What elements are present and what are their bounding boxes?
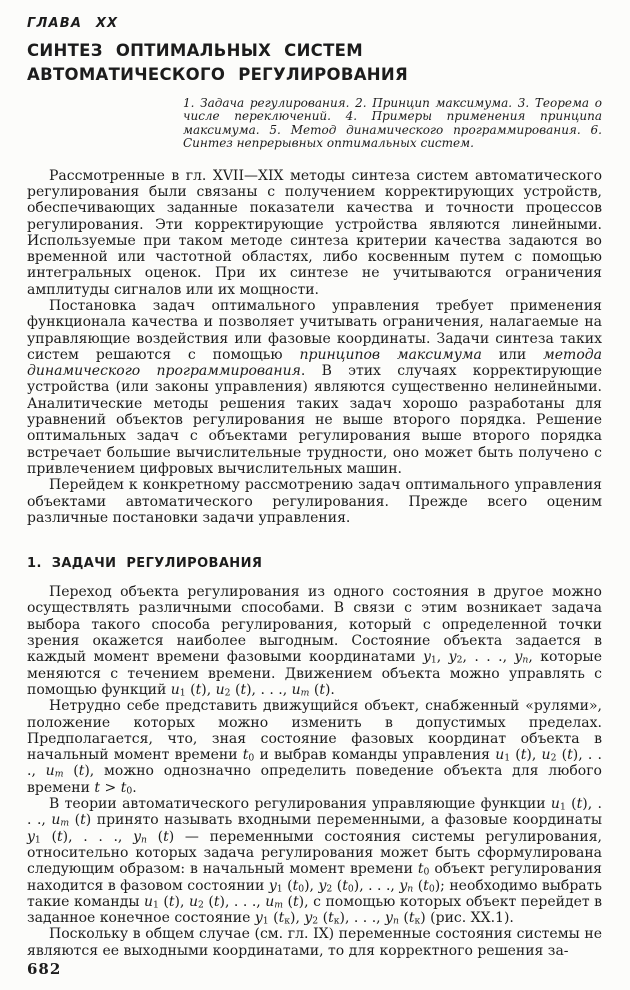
math-subscript: 1 [430, 655, 437, 666]
italic-run: t [417, 861, 424, 878]
italic-run: t [408, 910, 415, 927]
math-subscript: к [284, 915, 290, 927]
math-subscript: 1 [262, 915, 269, 927]
math-subscript: 0 [248, 752, 255, 764]
italic-run: u [143, 893, 154, 910]
italic-run: u [291, 681, 301, 698]
italic-run: y [27, 828, 35, 845]
italic-run: y [514, 649, 523, 666]
paragraph: Рассмотренные в гл. XVII—XIX методы синтеза систем автоматического регулирования были связаны с получением корректирующих устройств, обеспечивающих заданные показатели качества и точности процессов регулирования. Эти корректирующие устройства являются линейными. Используемые при таком методе синтеза критерии качества задаются во временной или частотной областях, либо косвенным путем с помощью интегральных оценок. При их синтезе не учитываются ограничения амплитуды сигналов или их мощности. [27, 167, 602, 298]
italic-run: t [328, 910, 334, 927]
italic-run: принципов максимума [299, 346, 482, 363]
italic-run: t [240, 681, 247, 698]
math-subscript: 0 [298, 883, 305, 895]
italic-run: метода динамического программирования [27, 346, 602, 380]
math-subscript: 2 [224, 687, 231, 699]
paragraph: Постановка задач оптимального управления требует применения функционала качества и позволяет учитывать ограничения, налагаемые на управляющие воздействия или фазовые координаты. Задачи синтеза таких систем решаются с помощью принципов максимума или метода динамического программирования. В этих случаях корректирующие устройства (или законы управления) являются существенно нелинейными. Аналитические методы решения таких задач хорошо разработаны для уравнений объектов регулирования не выше второго порядка. Решение оптимальных задач с объектами регулирования выше второго порядка встречает большие вычислительные трудности, оно может быть получено с привлечением цифровых вычислительных машин. [27, 298, 603, 477]
italic-run: t [576, 796, 583, 813]
italic-run: u [550, 796, 560, 813]
chapter-label: ГЛАВА XX [27, 16, 119, 31]
italic-run: u [188, 893, 198, 910]
italic-run: t [120, 779, 127, 796]
intro-paragraphs [27, 168, 602, 527]
italic-run: y [318, 877, 327, 894]
italic-run: t [163, 828, 169, 845]
italic-run: t [342, 877, 348, 894]
italic-run: u [215, 681, 225, 698]
italic-run: u [170, 681, 180, 698]
italic-run: y [254, 910, 263, 927]
italic-run: t [293, 893, 299, 910]
paragraph: Перейдем к конкретному рассмотрению задач оптимального управления объектами автоматического регулирования. Прежде всего оценим различные постановки задачи управления. [27, 477, 602, 526]
math-subscript: n [522, 655, 529, 666]
math-subscript: 2 [312, 915, 319, 927]
italic-run: t [80, 812, 86, 829]
italic-run: t [56, 828, 63, 845]
math-subscript: 0 [423, 866, 430, 878]
section-heading: 1. ЗАДАЧИ РЕГУЛИРОВАНИЯ [27, 556, 263, 572]
math-subscript: 1 [504, 752, 511, 764]
math-subscript: n [407, 883, 414, 895]
italic-run: t [94, 779, 101, 796]
italic-run: t [520, 747, 527, 764]
math-subscript: m [54, 769, 64, 781]
math-subscript: 1 [559, 801, 566, 813]
math-subscript: 2 [456, 655, 463, 666]
math-subscript: к [333, 915, 340, 927]
math-subscript: 0 [126, 785, 133, 797]
math-subscript: n [392, 915, 399, 927]
chapter-title: СИНТЕЗ ОПТИМАЛЬНЫХ СИСТЕМ АВТОМАТИЧЕСКОГО РЕГУЛИРОВАНИЯ [27, 41, 408, 84]
math-subscript: 2 [326, 883, 333, 895]
math-subscript: к [414, 915, 421, 927]
italic-run: y [304, 910, 313, 927]
italic-run: t [278, 910, 285, 927]
italic-run: t [319, 681, 325, 698]
page-content [27, 0, 602, 990]
italic-run: y [385, 910, 393, 927]
italic-run: y [422, 649, 431, 666]
math-subscript: 1 [34, 834, 41, 846]
paragraph: Поскольку в общем случае (см. гл. IX) переменные состояния системы не являются ее выходными координатами, то для корректного решения за- [27, 926, 602, 959]
math-subscript: 1 [153, 899, 159, 911]
paragraph: Нетрудно себе представить движущийся объект, снабженный «рулями», положение которых можно изменить в допустимых пределах. Предполагается, что, зная состояние фазовых координат объекта в начальный момент времени $t_0$ и выбрав команды управления $u_1$ (t), $u_2$ (t), . . ., $u_m$ (t), можно однозначно определить поведение объекта для любого времени $t > t_0$. [27, 698, 602, 797]
italic-run: y [448, 649, 457, 666]
math-subscript: m [60, 817, 70, 829]
italic-run: t [423, 877, 429, 894]
italic-run: t [213, 893, 220, 910]
math-subscript: n [141, 834, 147, 846]
section-paragraphs [27, 584, 602, 959]
italic-run: u [495, 747, 505, 764]
italic-run: t [242, 747, 249, 764]
italic-run: u [541, 747, 551, 764]
italic-run: t [195, 681, 202, 698]
math-subscript: 2 [197, 899, 204, 911]
math-subscript: m [274, 899, 284, 911]
math-subscript: 1 [276, 883, 283, 895]
italic-run: y [133, 828, 141, 845]
italic-run: t [78, 763, 85, 780]
chapter-abstract: 1. Задача регулирования. 2. Принцип максимума. 3. Теорема о числе переключений. 4. Примеры применения принципа максимума. 5. Метод динамического программирования. 6. Синтез непрерывных оптимальных систем. [183, 96, 602, 151]
italic-run: t [567, 747, 573, 764]
italic-run: u [265, 893, 275, 910]
math-subscript: 1 [179, 687, 186, 699]
italic-run: u [45, 763, 55, 780]
italic-run: y [399, 877, 408, 894]
italic-run: t [292, 877, 299, 894]
math-subscript: 2 [550, 752, 557, 764]
math-subscript: m [300, 687, 310, 699]
math-subscript: 0 [428, 883, 435, 895]
paragraph: В теории автоматического регулирования управляющие функции $u_1$ (t), . . ., $u_m$ (t) принято называть входными переменными, а фазовые координаты $y_1$ (t), . . ., $y_n$ (t) — переменными состояния системы регулирования, относительно которых задача регулирования может быть сформулирована следующим образом: в начальный момент времени $t_0$ объект регулирования находится в фазовом состоянии $y_1$ $(t_0)$, $y_2$ $(t_0)$, . . ., $y_n$ $(t_0)$; необходимо выбрать такие команды $u_1$ (t), $u_2$ (t), . . ., $u_m$ (t), с помощью которых объект перейдет в заданное конечное состояние $y_1$ $(t_к)$, $y_2$ $(t_к)$, . . ., $y_n$ $(t_к)$ (рис. XX.1). [27, 796, 603, 927]
paragraph: Переход объекта регулирования из одного состояния в другое можно осуществлять различными способами. В связи с этим возникает задача выбора такого способа регулирования, который с определенной точки зрения окажется наиболее выгодным. Состояние объекта задается в каждый момент времени фазовыми координатами $y_1$, $y_2$, . . ., $y_n$, которые меняются с течением времени. Движением объекта можно управлять с помощью функций $u_1$ (t), $u_2$ (t), . . ., $u_m$ (t). [27, 584, 602, 699]
italic-run: u [51, 812, 61, 829]
italic-run: y [268, 877, 277, 894]
math-subscript: 0 [347, 883, 354, 895]
italic-run: t [168, 893, 175, 910]
page-number: 682 [27, 960, 62, 978]
